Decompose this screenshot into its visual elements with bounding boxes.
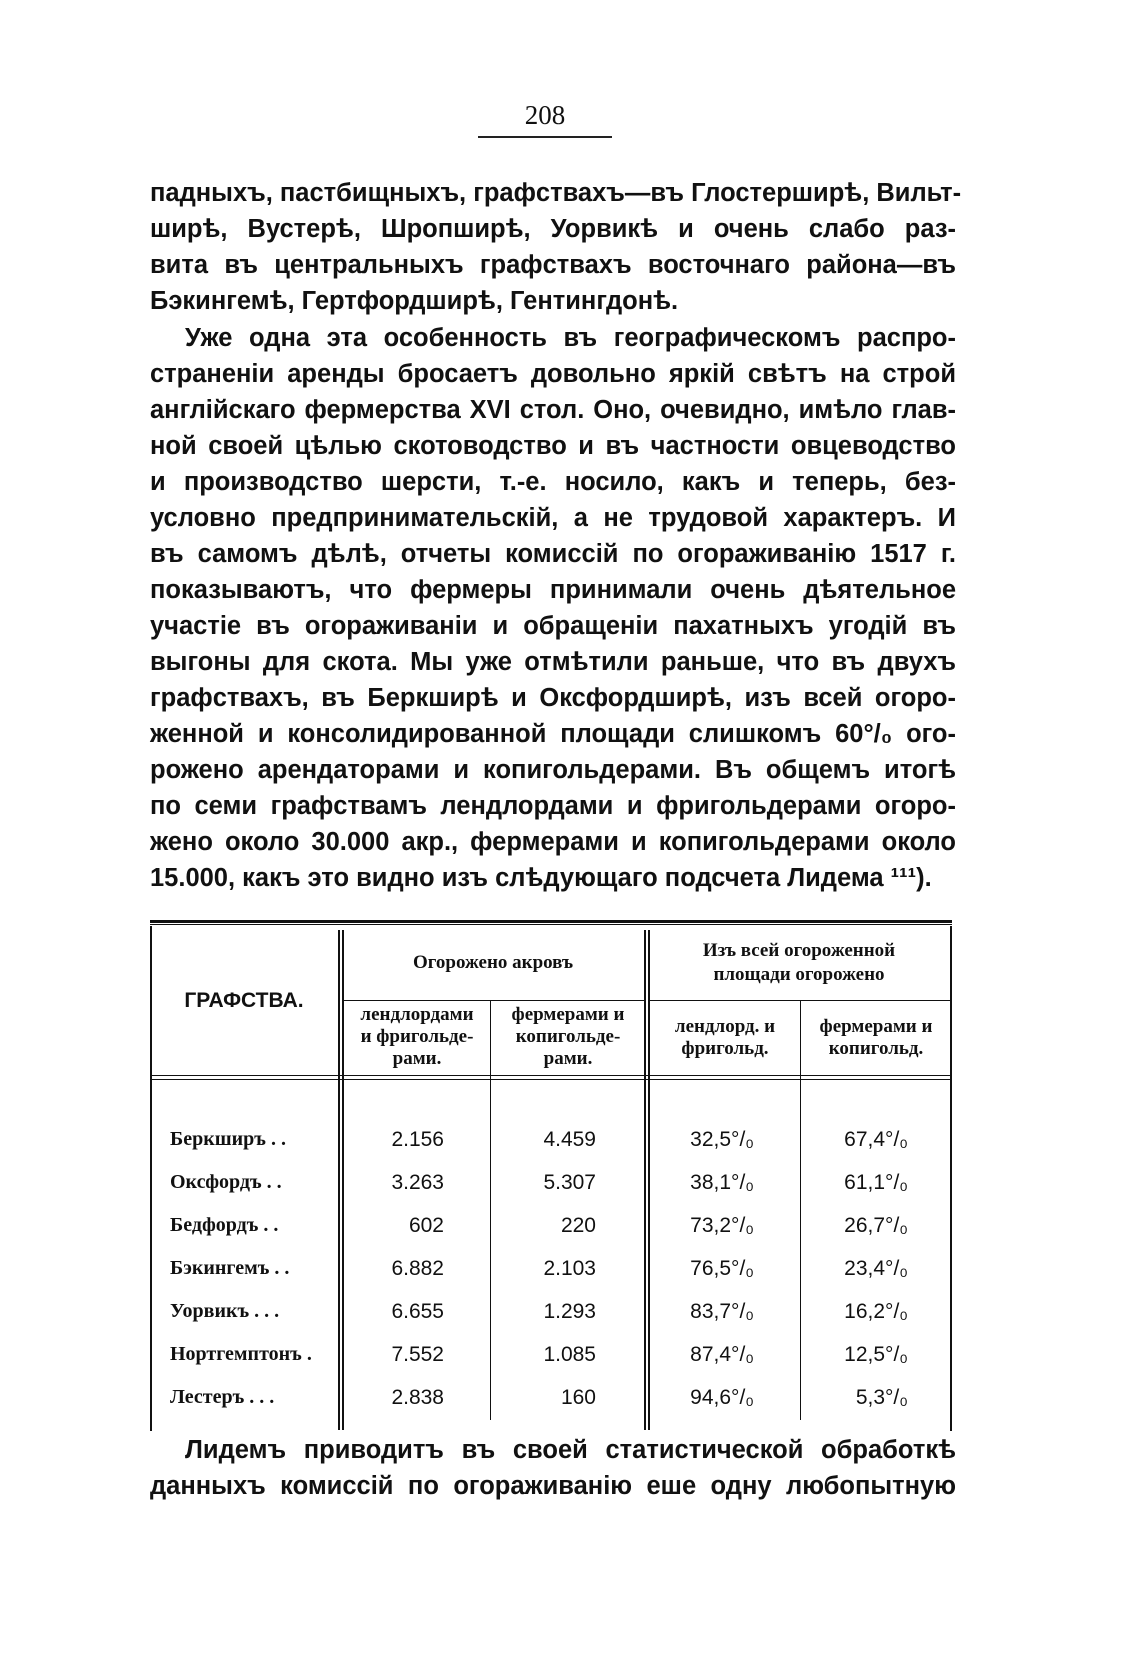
text-line: условно предпринимательскій, а не трудовой характеръ. И	[150, 504, 956, 532]
text-line: жено около 30.000 акр., фермерами и копигольдерами около	[150, 828, 956, 856]
acres-landlords: 7.552	[391, 1343, 444, 1366]
text-line: данныхъ комиссій по огораживанію еше одну любопытную	[150, 1472, 956, 1500]
subheader-pct-farmers-line2: копигольд.	[828, 1038, 924, 1059]
pct-farmers: 12,5°/₀	[844, 1343, 908, 1366]
header-bottom-rule	[150, 1079, 952, 1080]
header-share-group-line2: площади огорожено	[713, 964, 885, 985]
acres-landlords: 602	[408, 1214, 444, 1237]
subheader-farmers-line2: копигольде-	[515, 1026, 621, 1047]
text-line: Уже одна эта особенность въ географическомъ распро-	[185, 324, 956, 352]
acres-landlords: 6.655	[391, 1300, 444, 1323]
paragraph-2	[150, 320, 956, 896]
text-line: ной своей цѣлью скотоводство и въ частности овцеводство	[150, 432, 956, 460]
text-line: показываютъ, что фермеры принимали очень дѣятельное	[150, 576, 956, 604]
pct-farmers: 67,4°/₀	[844, 1128, 908, 1151]
pct-landlords: 32,5°/₀	[690, 1128, 754, 1151]
subheader-pct-farmers-line1: фермерами и	[819, 1016, 933, 1037]
county-name: Лестеръ . . .	[170, 1386, 275, 1408]
column-divider	[490, 1000, 491, 1420]
county-name: Бэкингемъ . .	[170, 1257, 290, 1279]
text-line: въ самомъ дѣлѣ, отчеты комиссій по огораживанію 1517 г.	[150, 540, 956, 568]
acres-landlords: 3.263	[391, 1171, 444, 1194]
pct-landlords: 87,4°/₀	[690, 1343, 754, 1366]
text-line: ширѣ, Вустерѣ, Шропширѣ, Уорвикѣ и очень слабо раз-	[150, 215, 956, 243]
text-line: по семи графствамъ лендлордами и фригольдерами огоро-	[150, 792, 956, 820]
table-border-right	[950, 926, 952, 1431]
pct-farmers: 5,3°/₀	[855, 1386, 908, 1409]
text-line: англійскаго фермерства XVI стол. Оно, очевидно, имѣло глав-	[150, 396, 956, 424]
subheader-farmers-line3: рами.	[543, 1048, 593, 1069]
table-top-rule	[150, 920, 952, 923]
acres-farmers: 1.085	[543, 1343, 596, 1366]
pct-landlords: 38,1°/₀	[690, 1171, 754, 1194]
table-top-rule-thin	[150, 924, 952, 925]
text-line: страненіи аренды бросаетъ довольно яркій свѣтъ на строй	[150, 360, 956, 388]
subheader-landlords-line3: рами.	[392, 1048, 442, 1069]
acres-farmers: 4.459	[543, 1128, 596, 1151]
pct-farmers: 61,1°/₀	[844, 1171, 908, 1194]
pct-landlords: 83,7°/₀	[690, 1300, 754, 1323]
subheader-farmers-line1: фермерами и	[511, 1004, 625, 1025]
header-county: ГРАФСТВА.	[184, 989, 304, 1012]
subheader-pct-landlords-line1: лендлорд. и	[674, 1016, 776, 1037]
pct-farmers: 26,7°/₀	[844, 1214, 908, 1237]
county-name: Уорвикъ . . .	[170, 1300, 280, 1322]
text-line: падныхъ, пастбищныхъ, графствахъ—въ Глостерширѣ, Вильт-	[150, 179, 962, 207]
text-line: графствахъ, въ Беркширѣ и Оксфордширѣ, изъ всей огоро-	[150, 684, 956, 712]
acres-landlords: 2.156	[391, 1128, 444, 1151]
pct-farmers: 23,4°/₀	[844, 1257, 908, 1280]
acres-farmers: 5.307	[543, 1171, 596, 1194]
acres-landlords: 2.838	[391, 1386, 444, 1409]
text-line: и производство шерсти, т.-е. носило, какъ и теперь, без-	[150, 468, 956, 496]
pct-landlords: 76,5°/₀	[690, 1257, 754, 1280]
subheader-pct-landlords-line2: фригольд.	[681, 1038, 769, 1059]
text-line: Бэкингемѣ, Гертфордширѣ, Гентингдонѣ.	[150, 287, 679, 315]
column-divider	[644, 930, 646, 1430]
acres-farmers: 2.103	[543, 1257, 596, 1280]
county-name: Бедфордъ . .	[170, 1214, 279, 1236]
county-name: Нортгемптонъ .	[170, 1343, 312, 1365]
subheader-landlords-line2: и фригольде-	[360, 1026, 474, 1047]
paragraph-1	[150, 175, 962, 319]
page-number: 208	[524, 100, 566, 130]
county-name: Беркширъ . .	[170, 1128, 286, 1150]
header-share-group-line1: Изъ всей огороженной	[702, 940, 896, 961]
page-number-rule	[478, 136, 612, 138]
text-line: Лидемъ приводитъ въ своей статистической обработкѣ	[185, 1436, 956, 1464]
text-line: участіе въ огораживаніи и обращеніи пахатныхъ угодій въ	[150, 612, 956, 640]
text-line: выгоны для скота. Мы уже отмѣтили раньше, что въ двухъ	[150, 648, 956, 676]
pct-landlords: 73,2°/₀	[690, 1214, 754, 1237]
county-name: Оксфордъ . .	[170, 1171, 282, 1193]
subheader-landlords-line1: лендлордами	[360, 1004, 474, 1025]
text-line: рожено арендаторами и копигольдерами. Въ общемъ итогѣ	[150, 756, 956, 784]
text-line: 15.000, какъ это видно изъ слѣдующаго подсчета Лидема ¹¹¹).	[150, 864, 932, 892]
paragraph-3	[150, 1432, 956, 1504]
header-divider	[648, 1000, 950, 1001]
acres-farmers: 1.293	[543, 1300, 596, 1323]
acres-farmers: 220	[560, 1214, 596, 1237]
column-divider	[800, 1000, 801, 1420]
header-bottom-rule	[150, 1075, 952, 1076]
text-line: женной и консолидированной площади слишкомъ 60°/₀ ого-	[150, 720, 956, 748]
pct-landlords: 94,6°/₀	[690, 1386, 754, 1409]
pct-farmers: 16,2°/₀	[844, 1300, 908, 1323]
header-divider	[342, 1000, 644, 1001]
acres-landlords: 6.882	[391, 1257, 444, 1280]
acres-farmers: 160	[560, 1386, 596, 1409]
header-acres-group: Огорожено акровъ	[412, 952, 574, 973]
text-line: вита въ центральныхъ графствахъ восточнаго района—въ	[150, 251, 956, 279]
